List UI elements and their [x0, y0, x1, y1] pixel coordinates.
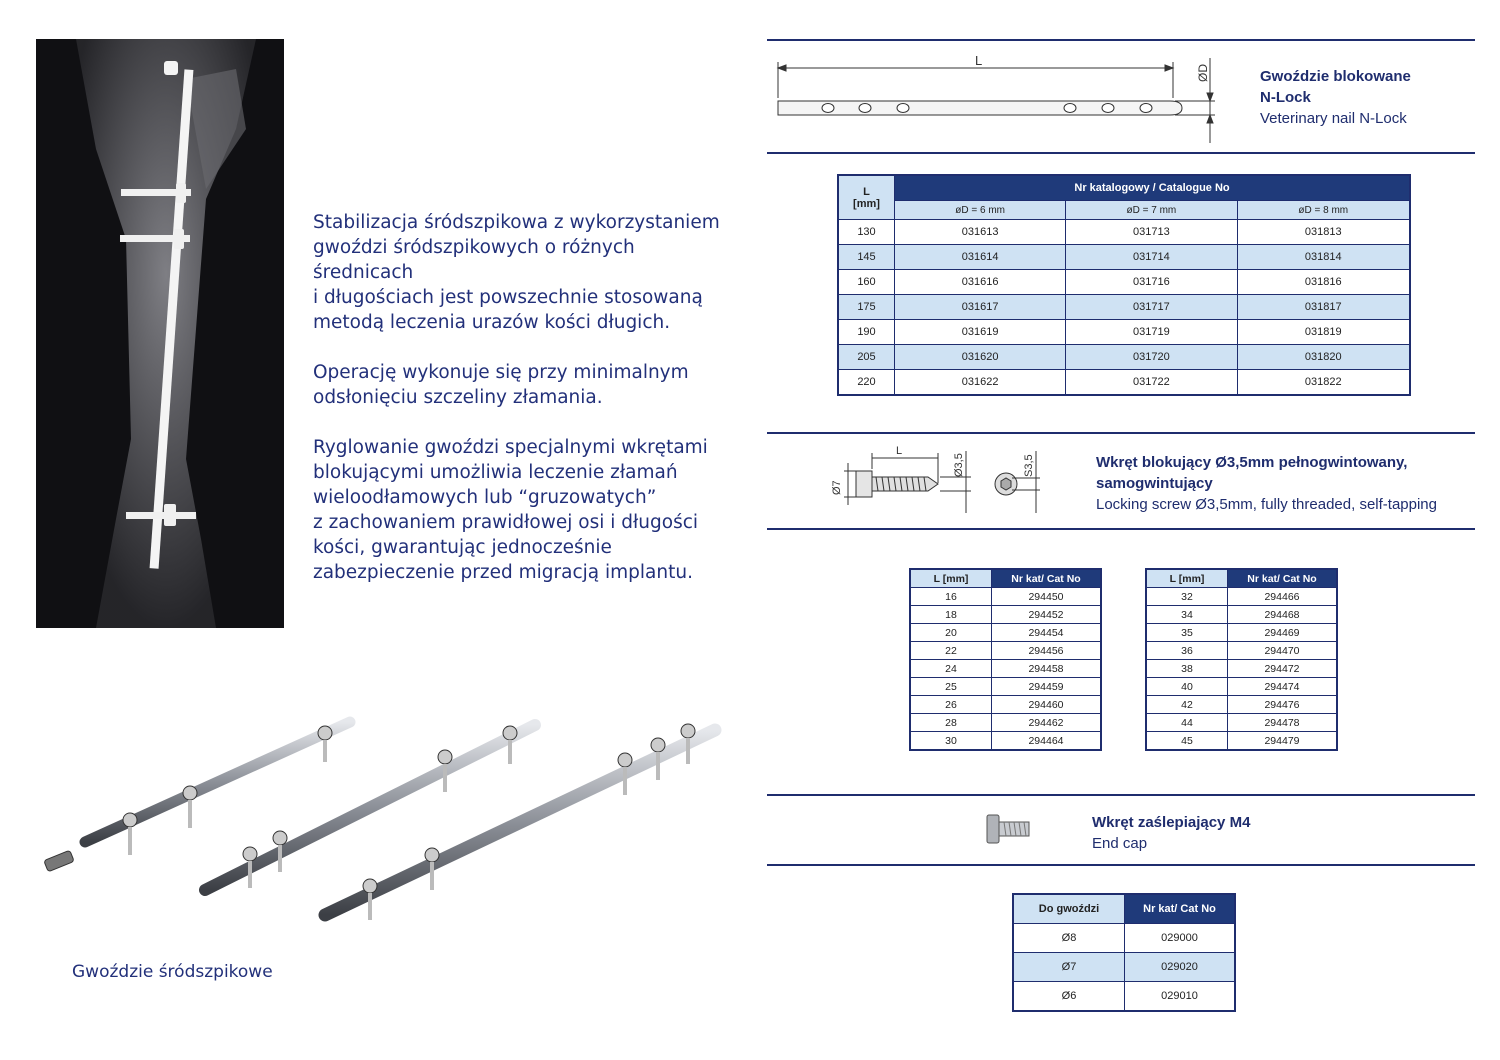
screw-table-right [1145, 568, 1338, 751]
nail-subtitle: Veterinary nail N-Lock [1260, 110, 1407, 127]
l-header-label: L [863, 185, 870, 198]
table-cell: 031717 [1066, 295, 1237, 320]
table-cell: 220 [838, 370, 895, 396]
screw-title-block [1096, 452, 1437, 515]
screw-dim-shaft: Ø3,5 [953, 453, 965, 477]
table-cell: 294468 [1228, 606, 1338, 624]
table-cell: 42 [1146, 696, 1228, 714]
table-cell: Ø7 [1013, 953, 1125, 982]
table-cell: 031722 [1066, 370, 1237, 396]
table-cell: 031813 [1237, 220, 1410, 245]
screw-dim-L: L [896, 445, 903, 457]
divider [767, 864, 1475, 866]
endcap-image [985, 813, 1035, 845]
xray-image [36, 39, 284, 628]
endcap-catno-header: Nr kat/ Cat No [1125, 894, 1236, 924]
nail-catalogue-table [837, 174, 1411, 396]
diameter-header: øD = 6 mm [895, 201, 1066, 220]
table-cell: 25 [910, 678, 992, 696]
table-row [1146, 660, 1337, 678]
table-cell: 36 [1146, 642, 1228, 660]
table-row [838, 270, 1410, 295]
nail-title-line1: Gwoździe blokowane [1260, 68, 1411, 85]
table-cell: 294479 [1228, 732, 1338, 751]
nail-dim-L: L [975, 53, 983, 68]
table-cell: 294452 [992, 606, 1102, 624]
table-cell: 45 [1146, 732, 1228, 751]
table-row [910, 660, 1101, 678]
divider [767, 528, 1475, 530]
table-row [1146, 714, 1337, 732]
intro-paragraph-1: Stabilizacja śródszpikowa z wykorzystaniem gwoździ śródszpikowych o różnych średnicach i długościach jest powszechnie stosowaną metodą leczenia urazów kości długich. [313, 212, 720, 333]
table-cell: 031716 [1066, 270, 1237, 295]
table-row [1013, 982, 1235, 1012]
table-row [1146, 642, 1337, 660]
screw-title-line2: samogwintujący [1096, 475, 1213, 492]
intro-paragraph-3: Ryglowanie gwoździ specjalnymi wkrętami blokującymi umożliwia leczenie złamań wieloodłamowych lub “gruzowatych” z zachowaniem prawidłowej osi i długości kości, gwarantując jednocześnie zabezpieczenie przed migracją implantu. [313, 437, 708, 583]
table-cell: 294476 [1228, 696, 1338, 714]
table-cell: 20 [910, 624, 992, 642]
screw-title-line1: Wkręt blokujący Ø3,5mm pełnogwintowany, [1096, 454, 1408, 471]
table-cell: 031819 [1237, 320, 1410, 345]
table-cell: 160 [838, 270, 895, 295]
table-cell: 031620 [895, 345, 1066, 370]
table-row [1146, 732, 1337, 751]
table-row [910, 588, 1101, 606]
table-cell: 28 [910, 714, 992, 732]
table-cell: 031719 [1066, 320, 1237, 345]
table-row [838, 345, 1410, 370]
table-cell: 40 [1146, 678, 1228, 696]
table-cell: 031822 [1237, 370, 1410, 396]
nail-technical-drawing [770, 48, 1230, 148]
divider [767, 152, 1475, 154]
endcap-table [1012, 893, 1236, 1012]
table-row [838, 370, 1410, 396]
table-row [910, 624, 1101, 642]
l-header [838, 175, 895, 220]
intro-text [313, 210, 733, 610]
table-cell: 32 [1146, 588, 1228, 606]
table-row [838, 245, 1410, 270]
table-cell: 16 [910, 588, 992, 606]
table-cell: 031617 [895, 295, 1066, 320]
table-cell: 031814 [1237, 245, 1410, 270]
table-row [1146, 678, 1337, 696]
table-cell: 22 [910, 642, 992, 660]
table-cell: 294458 [992, 660, 1102, 678]
table-cell: 24 [910, 660, 992, 678]
nail-title-block [1260, 66, 1411, 129]
table-cell: 35 [1146, 624, 1228, 642]
table-cell: 031714 [1066, 245, 1237, 270]
table-row [838, 295, 1410, 320]
table-cell: 294450 [992, 588, 1102, 606]
divider [767, 432, 1475, 434]
table-cell: 294460 [992, 696, 1102, 714]
table-row [910, 732, 1101, 751]
table-cell: 294469 [1228, 624, 1338, 642]
table-row [1146, 606, 1337, 624]
diameter-header: øD = 8 mm [1237, 201, 1410, 220]
table-cell: 190 [838, 320, 895, 345]
table-cell: 031817 [1237, 295, 1410, 320]
intro-paragraph-2: Operację wykonuje się przy minimalnym odsłonięciu szczeliny złamania. [313, 362, 689, 408]
screw-catno-header: Nr kat/ Cat No [992, 569, 1102, 588]
table-cell: 294472 [1228, 660, 1338, 678]
endcap-title: Wkręt zaślepiający M4 [1092, 814, 1251, 831]
divider [767, 794, 1475, 796]
table-cell: 031614 [895, 245, 1066, 270]
table-cell: 294478 [1228, 714, 1338, 732]
table-cell: 294470 [1228, 642, 1338, 660]
table-cell: 175 [838, 295, 895, 320]
screw-catno-header: Nr kat/ Cat No [1228, 569, 1338, 588]
catalogue-header: Nr katalogowy / Catalogue No [895, 175, 1411, 201]
l-header-unit: [mm] [853, 197, 880, 210]
table-cell: 294462 [992, 714, 1102, 732]
table-row [838, 220, 1410, 245]
table-cell: 145 [838, 245, 895, 270]
table-cell: 294456 [992, 642, 1102, 660]
table-cell: 031616 [895, 270, 1066, 295]
table-cell: 26 [910, 696, 992, 714]
table-cell: Ø6 [1013, 982, 1125, 1012]
table-cell: 031816 [1237, 270, 1410, 295]
table-cell: 029020 [1125, 953, 1236, 982]
nails-illustration [40, 700, 730, 950]
table-cell: 38 [1146, 660, 1228, 678]
divider [767, 39, 1475, 41]
table-cell: 031820 [1237, 345, 1410, 370]
table-cell: 205 [838, 345, 895, 370]
table-row [1146, 588, 1337, 606]
table-row [1146, 696, 1337, 714]
screw-table-left [909, 568, 1102, 751]
table-row [910, 696, 1101, 714]
table-row [910, 642, 1101, 660]
table-cell: 130 [838, 220, 895, 245]
endcap-subtitle: End cap [1092, 835, 1148, 852]
table-row [910, 714, 1101, 732]
diameter-header: øD = 7 mm [1066, 201, 1237, 220]
nails-caption: Gwoździe śródszpikowe [72, 962, 273, 982]
table-cell: 031613 [895, 220, 1066, 245]
table-cell: 34 [1146, 606, 1228, 624]
nail-title-line2: N-Lock [1260, 89, 1311, 106]
table-cell: 029010 [1125, 982, 1236, 1012]
screw-dim-hex: S3,5 [1023, 454, 1035, 477]
table-cell: 031720 [1066, 345, 1237, 370]
table-cell: 029000 [1125, 924, 1236, 953]
table-cell: 294459 [992, 678, 1102, 696]
screw-subtitle: Locking screw Ø3,5mm, fully threaded, self-tapping [1096, 496, 1437, 513]
table-cell: 031713 [1066, 220, 1237, 245]
table-cell: 294464 [992, 732, 1102, 751]
table-cell: 30 [910, 732, 992, 751]
table-row [1146, 624, 1337, 642]
table-row [1013, 924, 1235, 953]
table-cell: 294454 [992, 624, 1102, 642]
table-cell: 294466 [1228, 588, 1338, 606]
table-cell: 031622 [895, 370, 1066, 396]
table-cell: 294474 [1228, 678, 1338, 696]
endcap-title-block [1092, 812, 1250, 854]
table-row [910, 678, 1101, 696]
table-cell: 44 [1146, 714, 1228, 732]
nail-dim-D: ØD [1196, 64, 1210, 82]
screw-l-header: L [mm] [910, 569, 992, 588]
table-row [1013, 953, 1235, 982]
table-row [838, 320, 1410, 345]
screw-dim-head: Ø7 [831, 480, 843, 495]
table-cell: 18 [910, 606, 992, 624]
screw-l-header: L [mm] [1146, 569, 1228, 588]
table-cell: Ø8 [1013, 924, 1125, 953]
endcap-nail-header: Do gwoździ [1013, 894, 1125, 924]
screw-technical-drawing [826, 443, 1056, 523]
table-cell: 031619 [895, 320, 1066, 345]
table-row [910, 606, 1101, 624]
